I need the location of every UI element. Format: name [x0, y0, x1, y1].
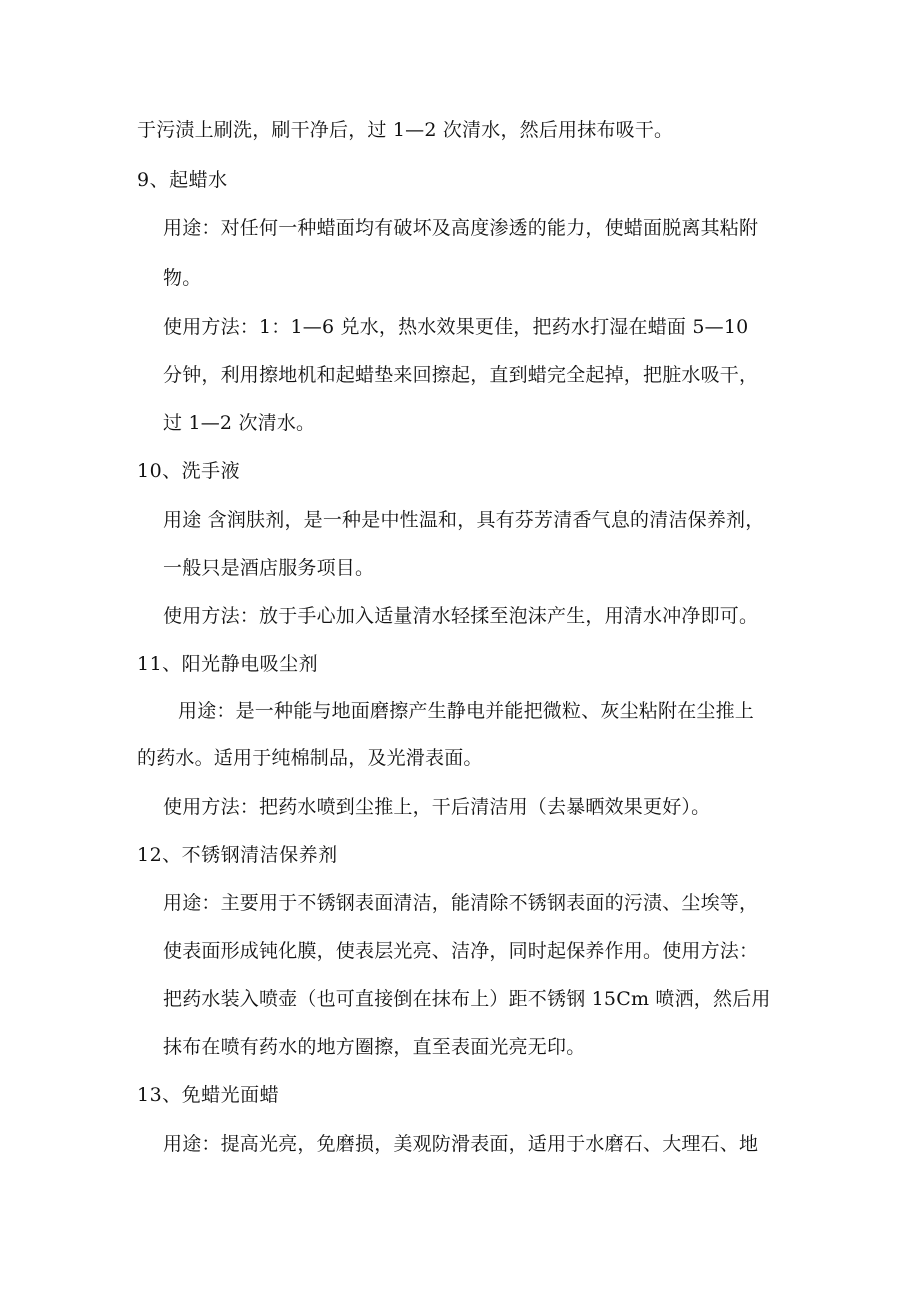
text-line: 于污渍上刷洗，刷干净后，过 1—2 次清水，然后用抹布吸干。 — [137, 119, 674, 141]
text-line: 用途：是一种能与地面磨擦产生静电并能把微粒、灰尘粘附在尘推上 — [178, 700, 755, 722]
text-line: 用途 含润肤剂，是一种是中性温和，具有芬芳清香气息的清洁保养剂， — [163, 509, 765, 531]
section-heading-13: 13、免蜡光面蜡 — [137, 1084, 280, 1106]
section-heading-10: 10、洗手液 — [137, 460, 241, 482]
section-heading-9: 9、起蜡水 — [137, 169, 228, 191]
text-line: 使用方法：1：1—6 兑水，热水效果更佳，把药水打湿在蜡面 5—10 — [163, 316, 749, 338]
text-line: 使用方法：把药水喷到尘推上，干后清洁用（去暴晒效果更好）。 — [163, 796, 711, 818]
text-line: 分钟，利用擦地机和起蜡垫来回擦起，直到蜡完全起掉，把脏水吸干， — [163, 364, 759, 386]
text-line: 过 1—2 次清水。 — [163, 412, 316, 434]
text-line: 用途：提高光亮，免磨损，美观防滑表面，适用于水磨石、大理石、地 — [163, 1133, 759, 1155]
text-line: 用途：主要用于不锈钢表面清洁，能清除不锈钢表面的污渍、尘埃等， — [163, 892, 759, 914]
section-heading-12: 12、不锈钢清洁保养剂 — [137, 844, 338, 866]
text-line: 使用方法：放于手心加入适量清水轻揉至泡沫产生，用清水冲净即可。 — [163, 605, 759, 627]
text-line: 把药水装入喷壶（也可直接倒在抹布上）距不锈钢 15Cm 喷洒，然后用 — [163, 988, 771, 1010]
text-line: 使表面形成钝化膜，使表层光亮、洁净，同时起保养作用。使用方法： — [163, 940, 759, 962]
text-line: 用途：对任何一种蜡面均有破坏及高度渗透的能力，使蜡面脱离其粘附 — [163, 217, 759, 239]
text-line: 物。 — [163, 267, 202, 289]
section-heading-11: 11、阳光静电吸尘剂 — [137, 653, 319, 675]
text-line: 抹布在喷有药水的地方圈擦，直至表面光亮无印。 — [163, 1036, 586, 1058]
text-line: 一般只是酒店服务项目。 — [163, 557, 375, 579]
text-line: 的药水。适用于纯棉制品，及光滑表面。 — [137, 747, 483, 769]
